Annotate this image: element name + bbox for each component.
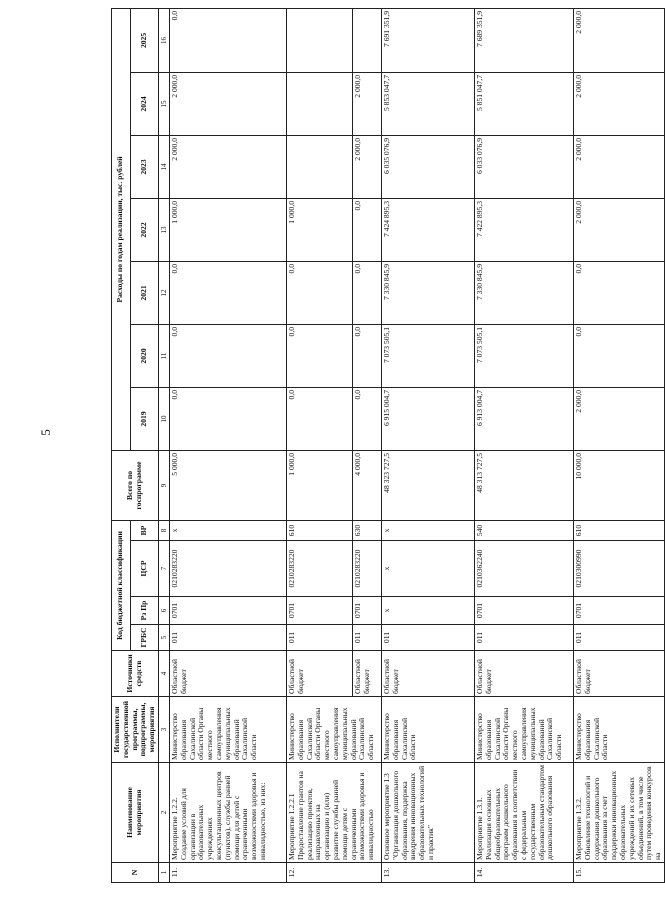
measure-name-cell: Основное мероприятие 1.3 "Организация дошкольного образования, поддержка внедрения инновационных образовательных технологий и практик" bbox=[382, 763, 475, 863]
year-value-cell: 0,0 bbox=[170, 387, 287, 450]
year-value-cell: 7 422 895,3 bbox=[475, 198, 574, 261]
measure-name-cell: Мероприятие 1.3.2. Обновление технологий и содержания дошкольного образования за счет поддержки инновационных образовательных учреждений и их сетевых объединений, в том числе путем проведения конкурсов на bbox=[574, 763, 665, 863]
csr-cell: 0210283220 bbox=[353, 541, 382, 597]
header-year: 2022 bbox=[130, 198, 158, 261]
total-cell: 48 313 727,5 bbox=[475, 450, 574, 520]
column-number: 14 bbox=[158, 135, 169, 198]
year-value-cell: 1 000,0 bbox=[287, 198, 353, 261]
row-number-cell: 11. bbox=[170, 863, 287, 883]
year-value-cell: 0,0 bbox=[170, 261, 287, 324]
measure-name-cell: Мероприятие 1.2.2. Создание условий для организации в образовательных учреждениях консультационных центров (пунктов), службы ранней помощи для детей с ограниченными возможностями здоровья и инвалидностью, из них: bbox=[170, 763, 287, 863]
header-budget-code: Код бюджетной классификации bbox=[112, 520, 131, 650]
grbs-cell: 011 bbox=[382, 625, 475, 651]
column-number: 5 bbox=[158, 625, 169, 651]
rzpr-cell: 0701 bbox=[353, 597, 382, 625]
header-name: Наименование мероприятия bbox=[112, 763, 159, 863]
year-value-cell: 5 853 047,7 bbox=[382, 72, 475, 135]
year-value-cell: 5 851 047,7 bbox=[475, 72, 574, 135]
year-value-cell: 6 033 076,9 bbox=[475, 135, 574, 198]
year-value-cell bbox=[287, 8, 353, 72]
vr-cell: 610 bbox=[287, 520, 353, 540]
header-year: 2023 bbox=[130, 135, 158, 198]
year-value-cell: 0,0 bbox=[353, 198, 382, 261]
year-value-cell: 6 035 076,9 bbox=[382, 135, 475, 198]
column-number: 16 bbox=[158, 8, 169, 72]
column-number: 4 bbox=[158, 651, 169, 697]
year-value-cell: 2 000,0 bbox=[574, 72, 665, 135]
table-row bbox=[574, 8, 665, 882]
executors-cell: Министерство образования Сахалинской области Органы местного самоуправления муниципальных образований Сахалинской области bbox=[287, 697, 382, 763]
header-total: Всего по госпрограмме bbox=[112, 450, 159, 520]
total-cell: 48 323 727,5 bbox=[382, 450, 475, 520]
table-row bbox=[382, 8, 475, 882]
csr-cell: 0210283220 bbox=[287, 541, 353, 597]
source-cell: Областной бюджет bbox=[574, 651, 665, 697]
total-cell: 4 000,0 bbox=[353, 450, 382, 520]
header-year: 2024 bbox=[130, 72, 158, 135]
csr-cell: 0210283220 bbox=[170, 541, 287, 597]
vr-cell: х bbox=[382, 520, 475, 540]
table-row bbox=[170, 8, 287, 882]
year-value-cell: 0,0 bbox=[287, 261, 353, 324]
source-cell: Областной бюджет bbox=[287, 651, 353, 697]
year-value-cell: 2 000,0 bbox=[170, 72, 287, 135]
column-number: 2 bbox=[158, 763, 169, 863]
column-number: 10 bbox=[158, 387, 169, 450]
header-n: N bbox=[112, 863, 159, 883]
source-cell: Областной бюджет bbox=[353, 651, 382, 697]
year-value-cell: 6 913 004,7 bbox=[475, 387, 574, 450]
page-number: 5 bbox=[37, 429, 53, 436]
year-value-cell: 2 000,0 bbox=[574, 8, 665, 72]
header-vr: ВР bbox=[130, 520, 158, 540]
row-number-cell: 15. bbox=[574, 863, 665, 883]
year-value-cell: 7 330 845,9 bbox=[382, 261, 475, 324]
year-value-cell: 2 000,0 bbox=[574, 135, 665, 198]
source-cell: Областной бюджет bbox=[475, 651, 574, 697]
grbs-cell: 011 bbox=[475, 625, 574, 651]
year-value-cell bbox=[353, 8, 382, 72]
rotated-page bbox=[108, 0, 663, 905]
year-value-cell: 2 000,0 bbox=[353, 72, 382, 135]
vr-cell: 540 bbox=[475, 520, 574, 540]
header-csr: ЦСР bbox=[130, 541, 158, 597]
column-number: 6 bbox=[158, 597, 169, 625]
grbs-cell: 011 bbox=[170, 625, 287, 651]
table-row bbox=[287, 8, 353, 882]
row-number-cell: 13. bbox=[382, 863, 475, 883]
column-number: 8 bbox=[158, 520, 169, 540]
table-body bbox=[170, 8, 665, 882]
year-value-cell: 1 000,0 bbox=[170, 198, 287, 261]
column-number-row bbox=[158, 8, 169, 882]
year-value-cell: 0,0 bbox=[353, 261, 382, 324]
year-value-cell: 0,0 bbox=[353, 324, 382, 387]
column-number: 3 bbox=[158, 697, 169, 763]
rzpr-cell: 0701 bbox=[170, 597, 287, 625]
total-cell: 5 000,0 bbox=[170, 450, 287, 520]
year-value-cell: 6 915 004,7 bbox=[382, 387, 475, 450]
measure-name-cell: Мероприятие 1.2.2.1 Предоставление грантов на реализацию проектов, направленных на организацию и (или) развитие службы ранней помощи детям с ограниченными возможностями здоровья и инвалидностью bbox=[287, 763, 382, 863]
year-value-cell bbox=[287, 135, 353, 198]
row-number-cell: 14. bbox=[475, 863, 574, 883]
executors-cell: Министерство образования Сахалинской области bbox=[574, 697, 665, 763]
year-value-cell: 0,0 bbox=[170, 8, 287, 72]
header-rzpr: Рз Пр bbox=[130, 597, 158, 625]
header-year: 2021 bbox=[130, 261, 158, 324]
year-value-cell bbox=[287, 72, 353, 135]
source-cell: Областной бюджет bbox=[382, 651, 475, 697]
total-cell: 1 000,0 bbox=[287, 450, 353, 520]
column-number: 13 bbox=[158, 198, 169, 261]
header-grbs: ГРБС bbox=[130, 625, 158, 651]
rzpr-cell: 0701 bbox=[287, 597, 353, 625]
year-value-cell: 7 691 351,9 bbox=[382, 8, 475, 72]
column-number: 12 bbox=[158, 261, 169, 324]
rzpr-cell: 0701 bbox=[475, 597, 574, 625]
year-value-cell: 7 689 351,9 bbox=[475, 8, 574, 72]
header-year: 2020 bbox=[130, 324, 158, 387]
csr-cell: 0210362240 bbox=[475, 541, 574, 597]
year-value-cell: 7 073 505,1 bbox=[382, 324, 475, 387]
year-value-cell: 2 000,0 bbox=[574, 387, 665, 450]
column-number: 9 bbox=[158, 450, 169, 520]
year-value-cell: 0,0 bbox=[353, 387, 382, 450]
executors-cell: Министерство образования Сахалинской области bbox=[382, 697, 475, 763]
header-sources: Источники средств bbox=[112, 651, 159, 697]
grbs-cell: 011 bbox=[574, 625, 665, 651]
year-value-cell: 7 073 505,1 bbox=[475, 324, 574, 387]
grbs-cell: 011 bbox=[287, 625, 353, 651]
vr-cell: 610 bbox=[574, 520, 665, 540]
year-value-cell: 2 000,0 bbox=[574, 198, 665, 261]
year-value-cell: 0,0 bbox=[574, 324, 665, 387]
header-year: 2019 bbox=[130, 387, 158, 450]
year-value-cell: 0,0 bbox=[574, 261, 665, 324]
column-number: 15 bbox=[158, 72, 169, 135]
total-cell: 10 000,0 bbox=[574, 450, 665, 520]
column-number: 7 bbox=[158, 541, 169, 597]
column-number: 1 bbox=[158, 863, 169, 883]
year-value-cell: 2 000,0 bbox=[353, 135, 382, 198]
row-number-cell: 12. bbox=[287, 863, 382, 883]
csr-cell: х bbox=[382, 541, 475, 597]
year-value-cell: 0,0 bbox=[287, 387, 353, 450]
measure-name-cell: Мероприятие 1.3.1. Реализация основных общеобразовательных программ дошкольного образования в соответствии с федеральным государственным образовательным стандартом дошкольного образования bbox=[475, 763, 574, 863]
header-expenses: Расходы по годам реализации, тыс. рублей bbox=[112, 8, 131, 450]
budget-table bbox=[111, 8, 665, 883]
year-value-cell: 2 000,0 bbox=[170, 135, 287, 198]
table-row bbox=[475, 8, 574, 882]
header-executors: Исполнители государственной программы, подпрограммы, мероприятия bbox=[112, 697, 159, 763]
year-value-cell: 7 424 895,3 bbox=[382, 198, 475, 261]
vr-cell: х bbox=[170, 520, 287, 540]
executors-cell: Министерство образования Сахалинской области Органы местного самоуправления муниципальных образований Сахалинской области bbox=[170, 697, 287, 763]
grbs-cell: 011 bbox=[353, 625, 382, 651]
year-value-cell: 0,0 bbox=[287, 324, 353, 387]
column-number: 11 bbox=[158, 324, 169, 387]
executors-cell: Министерство образования Сахалинской области Органы местного самоуправления муниципальных образований Сахалинской области bbox=[475, 697, 574, 763]
source-cell: Областной бюджет bbox=[170, 651, 287, 697]
rzpr-cell: 0701 bbox=[574, 597, 665, 625]
header-year: 2025 bbox=[130, 8, 158, 72]
year-value-cell: 0,0 bbox=[170, 324, 287, 387]
rzpr-cell: х bbox=[382, 597, 475, 625]
year-value-cell: 7 330 845,9 bbox=[475, 261, 574, 324]
csr-cell: 0210300990 bbox=[574, 541, 665, 597]
vr-cell: 630 bbox=[353, 520, 382, 540]
